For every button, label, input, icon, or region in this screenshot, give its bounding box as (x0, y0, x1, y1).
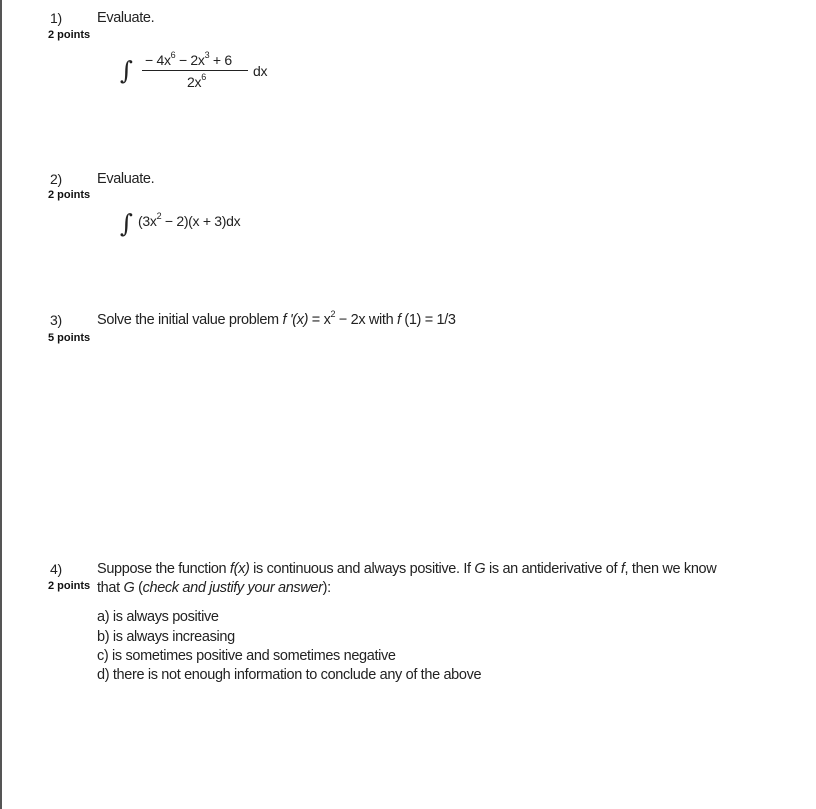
question-4-prompt-line-1: Suppose the function f(x) is continuous and always positive. If G is an antiderivative of f, then we know (97, 561, 717, 577)
question-1-number: 1) (50, 10, 62, 26)
q2-expression: $(3x^2 - 2)(x + 3)dx$ (138, 211, 241, 229)
question-4-option-c: c) is sometimes positive and sometimes negative (97, 648, 396, 664)
question-4-option-b: b) is always increasing (97, 629, 235, 645)
question-2-prompt: Evaluate. (97, 171, 155, 187)
q1-fraction-bar (142, 70, 248, 71)
question-4-option-d: d) there is not enough information to conclude any of the above (97, 667, 482, 683)
question-4-option-a: a) is always positive (97, 609, 219, 625)
question-1-prompt: Evaluate. (97, 10, 155, 26)
question-4-number: 4) (50, 561, 62, 577)
q2-integral-sign: ∫ (120, 209, 134, 238)
q1-integral-sign: ∫ (120, 56, 134, 85)
question-3-points: 5 points (48, 332, 91, 344)
q1-dx: dx (253, 63, 268, 79)
page-left-border (0, 0, 2, 809)
q1-denominator: $2x^6$ (187, 72, 206, 90)
question-3-number: 3) (50, 312, 62, 328)
question-1-points: 2 points (48, 29, 91, 41)
question-4-points: 2 points (48, 580, 91, 592)
question-2-points: 2 points (48, 189, 91, 201)
q1-numerator: − $4x^6 - 2x^3 + 6$ (145, 50, 232, 68)
question-2-number: 2) (50, 171, 62, 187)
question-3-prompt: Solve the initial value problem f '$(x) = x^2 - 2x$ with f (1) = 1/3 (97, 309, 456, 328)
question-4-prompt-line-2: that G (check and justify your answer): (97, 580, 331, 596)
